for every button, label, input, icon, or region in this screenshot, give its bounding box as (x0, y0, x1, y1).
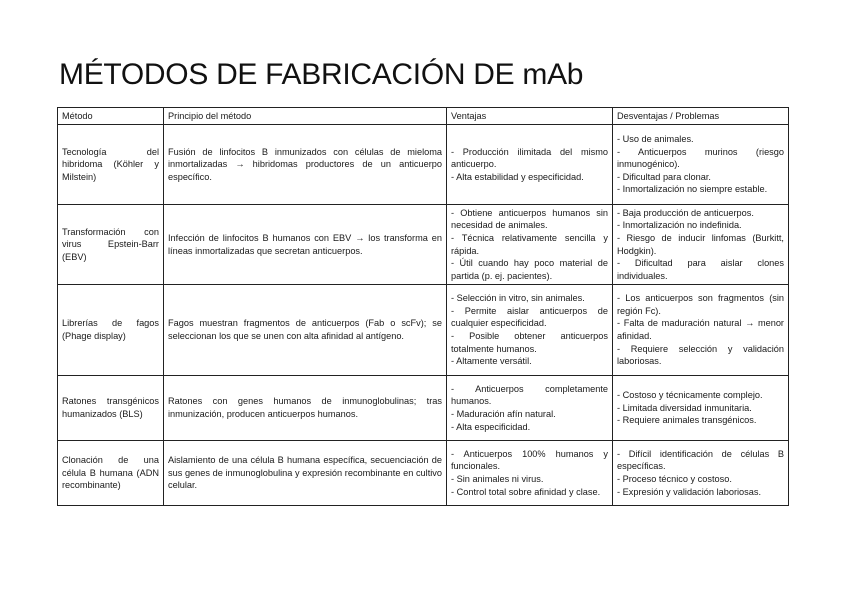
table-row (58, 205, 789, 285)
table-row (58, 285, 789, 376)
disadvantage-item: - Difícil identificación de células B específicas. (617, 448, 784, 472)
advantage-item: - Producción ilimitada del mismo anticuerpo. (451, 146, 608, 170)
disadvantage-item: - Anticuerpos murinos (riesgo inmunogénico). (617, 146, 784, 170)
advantage-item: - Anticuerpos completamente humanos. (451, 383, 608, 407)
method-cell: Tecnología del hibridoma (Köhler y Milstein) (58, 125, 164, 205)
disadvantages-cell (613, 285, 789, 376)
disadvantages-cell (613, 441, 789, 506)
advantage-item: - Obtiene anticuerpos humanos sin necesidad de animales. (451, 207, 608, 231)
disadvantage-item: - Inmortalización no indefinida. (617, 220, 742, 231)
disadvantage-item: - Riesgo de inducir linfomas (Burkitt, Hodgkin). (617, 232, 784, 256)
principle-cell: Infección de linfocitos B humanos con EBV → los transforma en líneas inmortalizadas que secretan anticuerpos. (164, 205, 447, 285)
advantages-cell (447, 441, 613, 506)
principle-cell: Ratones con genes humanos de inmunoglobulinas; tras inmunización, producen anticuerpos humanos. (164, 376, 447, 441)
disadvantages-cell (613, 205, 789, 285)
method-cell: Librerías de fagos (Phage display) (58, 285, 164, 376)
method-cell: Ratones transgénicos humanizados (BLS) (58, 376, 164, 441)
advantages-cell (447, 376, 613, 441)
advantage-item: - Permite aislar anticuerpos de cualquier especificidad. (451, 305, 608, 329)
header-method: Método (58, 108, 164, 125)
disadvantage-item: - Baja producción de anticuerpos. (617, 207, 754, 218)
disadvantage-item: - Proceso técnico y costoso. (617, 474, 732, 484)
advantage-item: - Altamente versátil. (451, 356, 532, 367)
advantage-item: - Selección in vitro, sin animales. (451, 293, 585, 304)
advantage-item: - Control total sobre afinidad y clase. (451, 486, 601, 497)
disadvantage-item: - Requiere animales transgénicos. (617, 415, 757, 426)
page-title: MÉTODOS DE FABRICACIÓN DE mAb (59, 58, 584, 91)
disadvantages-cell (613, 125, 789, 205)
disadvantage-item: - Uso de animales. (617, 134, 694, 145)
principle-cell: Fagos muestran fragmentos de anticuerpos (Fab o scFv); se seleccionan los que se unen con alta afinidad al antígeno. (164, 285, 447, 376)
table-row (58, 441, 789, 506)
table-header-row (58, 108, 789, 125)
advantage-item: - Alta estabilidad y especificidad. (451, 171, 584, 182)
disadvantage-item: - Costoso y técnicamente complejo. (617, 390, 763, 401)
disadvantages-cell (613, 376, 789, 441)
disadvantage-item: - Expresión y validación laboriosas. (617, 486, 762, 497)
disadvantage-item: - Requiere selección y validación laboriosas. (617, 343, 784, 367)
advantages-cell (447, 285, 613, 376)
disadvantage-item: - Falta de maduración natural → menor afinidad. (617, 318, 784, 341)
table-row (58, 125, 789, 205)
header-advantages: Ventajas (447, 108, 613, 125)
method-cell: Clonación de una célula B humana (ADN recombinante) (58, 441, 164, 506)
advantage-item: - Útil cuando hay poco material de partida (p. ej. pacientes). (451, 258, 608, 281)
principle-cell: Fusión de linfocitos B inmunizados con células de mieloma inmortalizadas → hibridomas productores de un anticuerpo específico. (164, 125, 447, 205)
disadvantage-item: - Los anticuerpos son fragmentos (sin región Fc). (617, 293, 784, 316)
advantage-item: - Alta especificidad. (451, 421, 531, 432)
advantage-item: - Maduración afín natural. (451, 409, 556, 419)
advantage-item: - Posible obtener anticuerpos totalmente humanos. (451, 331, 608, 354)
advantages-cell (447, 125, 613, 205)
method-cell: Transformación con virus Epstein-Barr (EBV) (58, 205, 164, 285)
table-row (58, 376, 789, 441)
principle-cell: Aislamiento de una célula B humana específica, secuenciación de sus genes de inmunoglobulina y expresión recombinante en cultivo celular. (164, 441, 447, 506)
methods-table (57, 107, 789, 506)
advantage-item: - Sin animales ni virus. (451, 474, 544, 484)
disadvantage-item: - Dificultad para aislar clones individuales. (617, 258, 784, 281)
advantage-item: - Técnica relativamente sencilla y rápida. (451, 232, 608, 256)
header-principle: Principio del método (164, 108, 447, 125)
disadvantage-item: - Limitada diversidad inmunitaria. (617, 402, 752, 413)
advantages-cell (447, 205, 613, 285)
header-disadvantages: Desventajas / Problemas (613, 108, 789, 125)
disadvantage-item: - Inmortalización no siempre estable. (617, 184, 768, 195)
advantage-item: - Anticuerpos 100% humanos y funcionales. (451, 448, 608, 472)
disadvantage-item: - Dificultad para clonar. (617, 171, 711, 182)
